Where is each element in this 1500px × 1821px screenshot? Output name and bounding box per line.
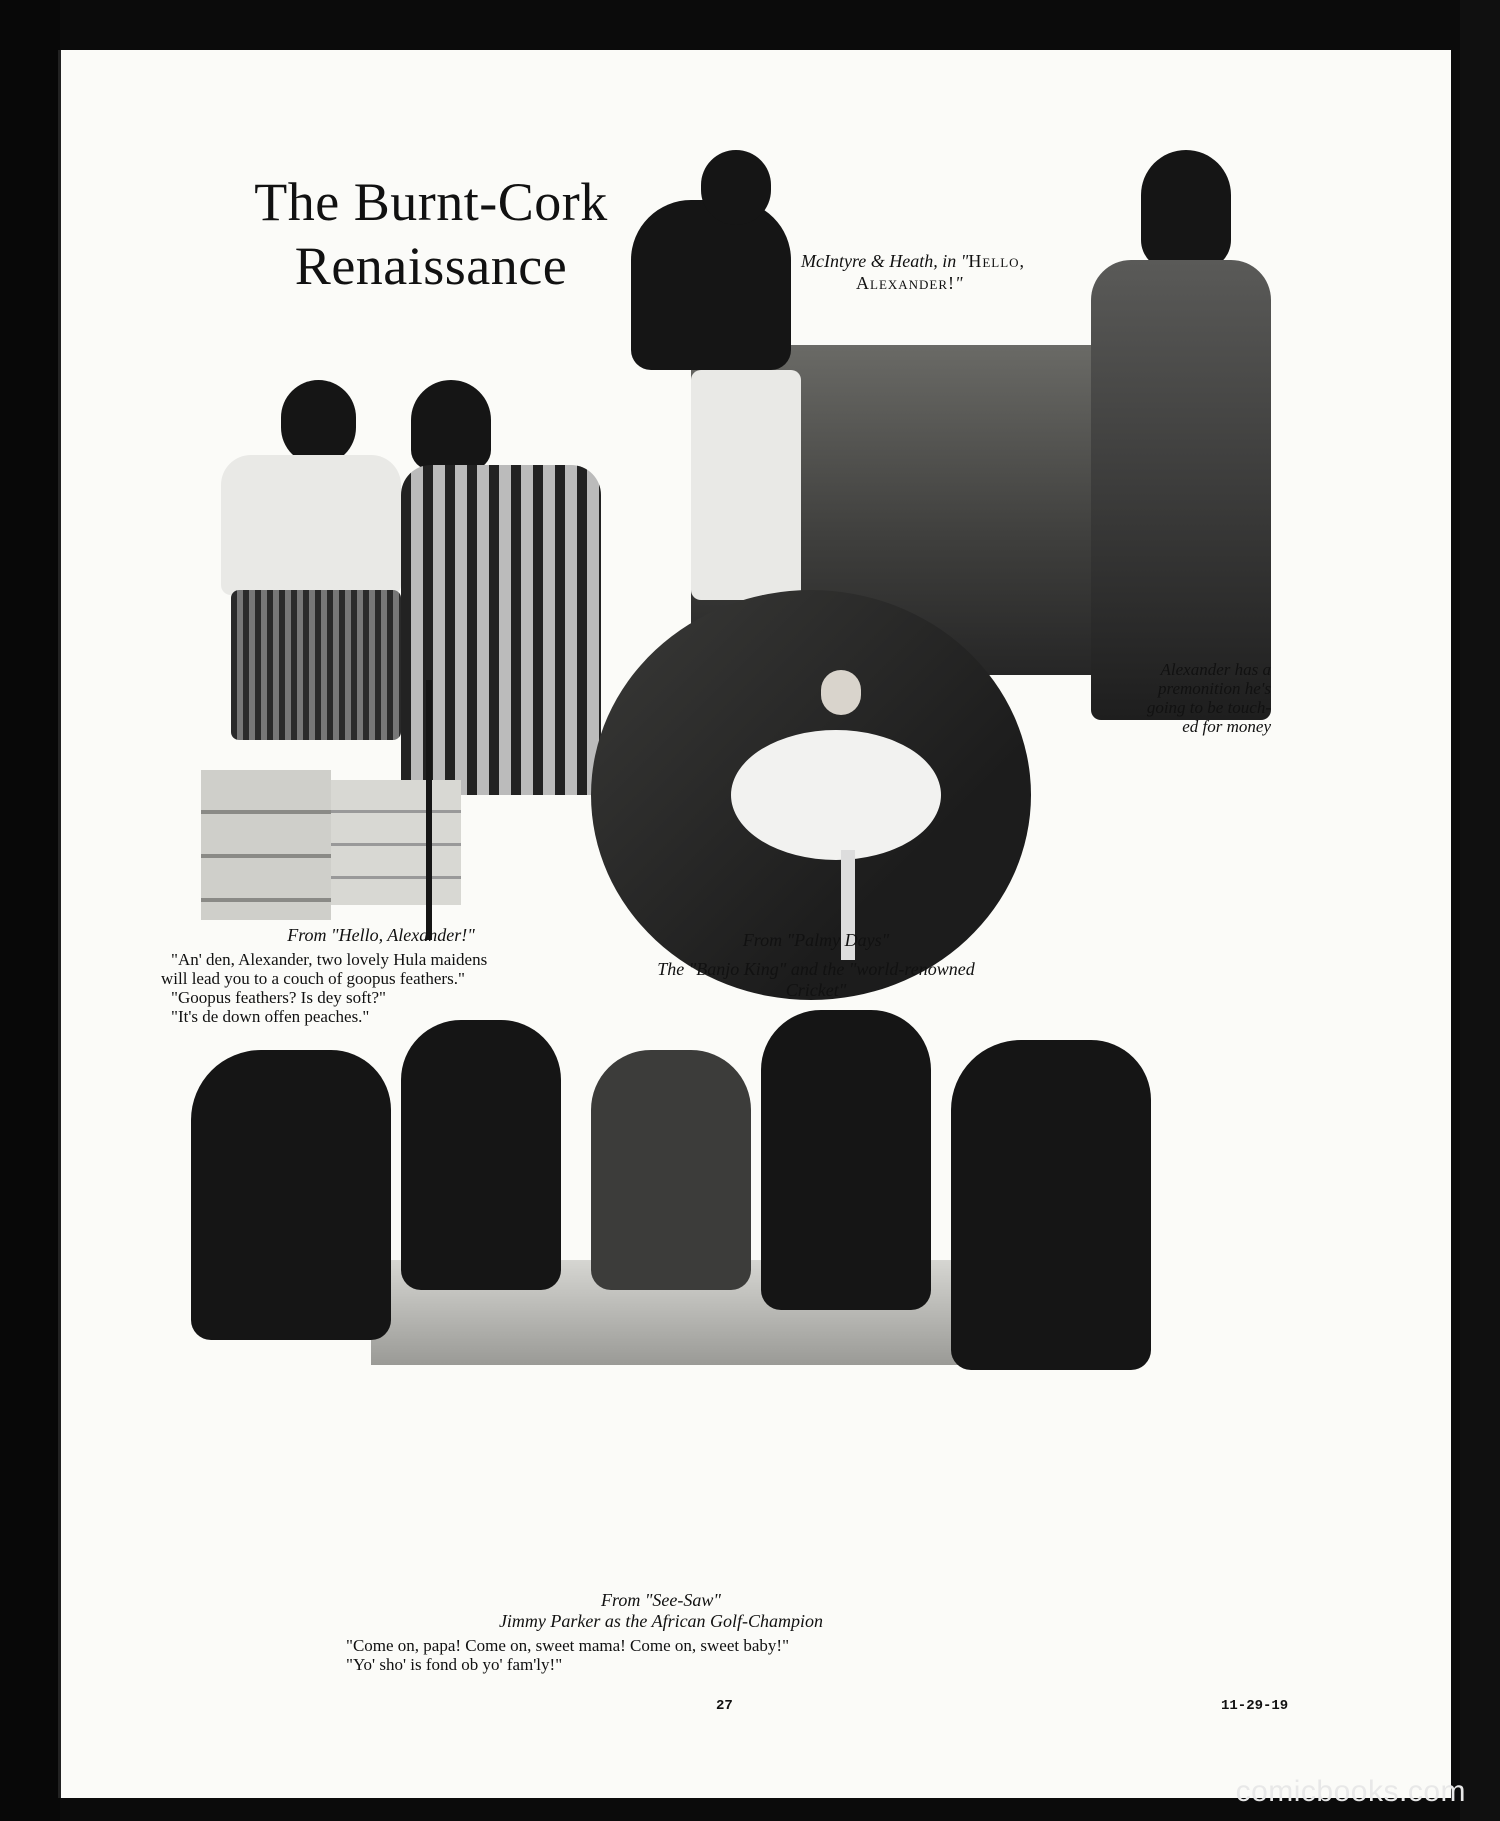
figure-white-trousers [691, 370, 801, 600]
dancer-tutu [731, 730, 941, 860]
caption-hello-quote-2: will lead you to a couch of goopus feathers." [161, 969, 465, 988]
title-line-1: The Burnt-Cork [254, 172, 608, 232]
page-number: 27 [716, 1698, 733, 1714]
caption-mcintyre-suffix: " [955, 273, 963, 293]
caption-premonition-line-4: ed for money [1182, 717, 1271, 736]
title-line-2: Renaissance [294, 236, 568, 296]
crouching-player-5 [951, 1040, 1151, 1370]
caption-hello-from [161, 925, 601, 946]
crate-right [331, 780, 461, 905]
caption-seesaw-from: From "See-Saw" [601, 1590, 721, 1610]
caption-hello-quote-4: "It's de down offen peaches." [171, 1007, 370, 1026]
figure-white-shirt [221, 455, 401, 595]
magazine-page [58, 50, 1451, 1798]
figure-cap-head [701, 150, 771, 225]
scan-border-right [1460, 0, 1500, 1821]
caption-palmy-days [621, 930, 1011, 1001]
crouching-player-2 [401, 1020, 561, 1290]
issue-date: 11-29-19 [1221, 1698, 1289, 1714]
crate-left [201, 770, 331, 920]
caption-seesaw-sub: Jimmy Parker as the African Golf-Champion [498, 1611, 824, 1631]
caption-premonition-line-1: Alexander has a [1160, 660, 1271, 679]
caption-seesaw-quote-2: "Yo' sho' is fond ob yo' fam'ly!" [346, 1655, 563, 1674]
figure-standing-hat [411, 380, 491, 470]
photo-see-saw [191, 1010, 1311, 1550]
watermark-text: comicbooks.com [1235, 1775, 1466, 1808]
caption-hello-from-text: From "Hello, Alexander!" [287, 925, 475, 945]
caption-mcintyre-show: Hello, [968, 251, 1026, 271]
caption-premonition-line-2: premonition he's [1157, 679, 1271, 698]
crouching-player-4 [761, 1010, 931, 1310]
page-title [181, 170, 681, 298]
scan-border-left [0, 0, 60, 1821]
caption-premonition [1121, 660, 1271, 736]
figure-performer-cap [631, 200, 791, 370]
caption-hello-quote-1: "An' den, Alexander, two lovely Hula maidens [171, 950, 488, 969]
caption-mcintyre-show2: Alexander! [856, 273, 956, 293]
figure-long-coat [1091, 260, 1271, 720]
figure-checked-trousers [231, 590, 401, 740]
caption-premonition-line-3: going to be touch- [1146, 698, 1271, 717]
caption-palmy-line-2: Cricket" [785, 980, 847, 1000]
caption-mcintyre-prefix: McIntyre & Heath, in " [801, 251, 969, 271]
caption-palmy-line-1: The "Banjo King" and the "world-renowned [657, 959, 975, 979]
caption-palmy-from: From "Palmy Days" [742, 930, 890, 950]
caption-seesaw-quote-1: "Come on, papa! Come on, sweet mama! Come on, sweet baby!" [346, 1636, 790, 1655]
crouching-player-3 [591, 1050, 751, 1290]
figure-performer-tophat [1141, 150, 1231, 270]
caption-hello-quote-3: "Goopus feathers? Is dey soft?" [171, 988, 386, 1007]
dancer-head [821, 670, 861, 715]
caption-see-saw [291, 1590, 1031, 1674]
walking-cane [426, 680, 432, 940]
figure-seated-head [281, 380, 356, 465]
crouching-player-1 [191, 1050, 391, 1340]
photo-hello-alexander [171, 380, 631, 940]
caption-mcintyre-heath [801, 250, 1101, 294]
